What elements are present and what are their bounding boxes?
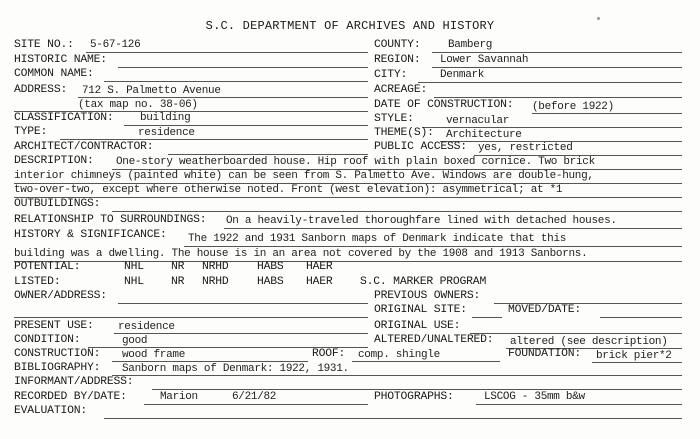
- classification-line: [124, 125, 368, 126]
- original-use-label: ORIGINAL USE:: [374, 320, 461, 332]
- common-name-line: [104, 81, 368, 82]
- original-use-line: [470, 333, 682, 334]
- potential-habs: HABS: [257, 261, 284, 273]
- region-line: [432, 67, 682, 68]
- acreage-label: ACREAGE:: [374, 84, 428, 96]
- description-line-3: two-over-two, except where otherwise noted. Front (west elevation): asymmetrical; at *1: [14, 184, 563, 196]
- listed-nrhd: NRHD: [202, 276, 229, 288]
- region-label: REGION:: [374, 54, 421, 66]
- moved-date-label: MOVED/DATE:: [508, 304, 581, 316]
- historic-name-line: [118, 67, 368, 68]
- date-construction-line: [532, 113, 682, 114]
- description-rule-3: [14, 197, 682, 198]
- photographs-label: PHOTOGRAPHS:: [374, 391, 454, 403]
- site-no-value: 5-67-126: [90, 39, 141, 51]
- previous-owners-label: PREVIOUS OWNERS:: [374, 290, 481, 302]
- recorded-by-label: RECORDED BY/DATE:: [14, 391, 127, 403]
- listed-haer: HAER: [306, 276, 333, 288]
- address-line2: (tax map no. 38-06): [78, 99, 198, 111]
- style-label: STYLE:: [374, 113, 414, 125]
- evaluation-label: EVALUATION:: [14, 405, 87, 417]
- city-value: Denmark: [440, 69, 485, 81]
- potential-label: POTENTIAL:: [14, 261, 81, 273]
- public-access-value: yes, restricted: [478, 142, 573, 154]
- city-label: CITY:: [374, 69, 408, 81]
- county-value: Bamberg: [448, 39, 493, 51]
- address-label: ADDRESS:: [14, 84, 68, 96]
- public-access-label: PUBLIC ACCESS:: [374, 141, 467, 153]
- county-label: COUNTY:: [374, 39, 421, 51]
- date-construction-value: (before 1922): [532, 101, 614, 113]
- condition-value: good: [122, 335, 148, 347]
- style-value: vernacular: [446, 115, 510, 127]
- owner-address-line-2: [14, 317, 368, 318]
- recorded-date-value: 6/21/82: [232, 391, 277, 403]
- theme-label: THEME(S):: [374, 127, 434, 139]
- original-site-line: [472, 317, 502, 318]
- site-no-label: SITE NO.:: [14, 39, 74, 51]
- altered-value: altered (see description): [510, 336, 668, 348]
- history-line-2: building was a dwelling. The house is in an area not covered by the 1908 and 1913 Sanborns.: [14, 248, 588, 260]
- present-use-label: PRESENT USE:: [14, 320, 94, 332]
- relationship-line: [224, 228, 682, 229]
- outbuildings-line: [112, 211, 682, 212]
- relationship-label: RELATIONSHIP TO SURROUNDINGS:: [14, 214, 207, 226]
- bibliography-line: [112, 375, 682, 376]
- address-line1: 712 S. Palmetto Avenue: [82, 85, 221, 97]
- potential-haer: HAER: [306, 261, 333, 273]
- historic-name-label: HISTORIC NAME:: [14, 54, 107, 66]
- listed-label: LISTED:: [14, 276, 61, 288]
- type-line: [60, 139, 368, 140]
- address-line: [78, 97, 368, 98]
- description-line-2: interior chimneys (painted white) can be seen from S. Palmetto Ave. Windows are double-hung,: [14, 170, 594, 182]
- informant-line: [152, 389, 682, 390]
- condition-label: CONDITION:: [14, 334, 81, 346]
- history-label: HISTORY & SIGNIFICANCE:: [14, 229, 167, 241]
- moved-date-line: [600, 317, 682, 318]
- foundation-line: [592, 362, 682, 363]
- photographs-line: [476, 404, 682, 405]
- present-use-value: residence: [118, 321, 175, 333]
- construction-value: wood frame: [122, 349, 186, 361]
- paper-speck: [597, 17, 600, 20]
- roof-label: ROOF:: [312, 348, 346, 360]
- architect-label: ARCHITECT/CONTRACTOR:: [14, 141, 154, 153]
- foundation-label: FOUNDATION:: [508, 348, 581, 360]
- bibliography-label: BIBLIOGRAPHY:: [14, 362, 101, 374]
- listed-nr: NR: [171, 276, 185, 288]
- acreage-line: [434, 97, 682, 98]
- region-value: Lower Savannah: [440, 54, 529, 66]
- history-line-1: The 1922 and 1931 Sanborn maps of Denmark indicate that this: [188, 233, 567, 245]
- county-line: [432, 52, 682, 53]
- bibliography-value: Sanborn maps of Denmark: 1922, 1931.: [122, 363, 349, 375]
- theme-value: Architecture: [446, 129, 522, 141]
- informant-label: INFORMANT/ADDRESS:: [14, 376, 134, 388]
- altered-label: ALTERED/UNALTERED:: [374, 334, 494, 346]
- history-rule-1: [184, 246, 682, 247]
- marker-program-label: S.C. MARKER PROGRAM: [360, 276, 487, 288]
- construction-label: CONSTRUCTION:: [14, 348, 101, 360]
- construction-line: [112, 361, 308, 362]
- description-line-1: One-story weatherboarded house. Hip roof with plain boxed cornice. Two brick: [116, 156, 595, 168]
- evaluation-line: [104, 418, 682, 419]
- city-line: [418, 82, 682, 83]
- owner-address-line: [118, 303, 368, 304]
- potential-nr: NR: [171, 261, 185, 273]
- type-label: TYPE:: [14, 126, 48, 138]
- site-no-line: [86, 52, 368, 53]
- potential-nrhd: NRHD: [202, 261, 229, 273]
- recorded-by-value: Marion: [160, 391, 198, 403]
- description-label: DESCRIPTION:: [14, 155, 94, 167]
- present-use-line: [114, 333, 368, 334]
- listed-habs: HABS: [257, 276, 284, 288]
- listed-nhl: NHL: [124, 276, 144, 288]
- classification-label: CLASSIFICATION:: [14, 112, 114, 124]
- foundation-value: brick pier*2: [596, 350, 672, 362]
- form-header: S.C. DEPARTMENT OF ARCHIVES AND HISTORY: [205, 19, 495, 33]
- architect-line: [168, 154, 368, 155]
- roof-line: [352, 361, 500, 362]
- photographs-value: LSCOG - 35mm b&w: [484, 391, 585, 403]
- outbuildings-label: OUTBUILDINGS:: [14, 198, 101, 210]
- common-name-label: COMMON NAME:: [14, 68, 94, 80]
- type-value: residence: [138, 127, 195, 139]
- original-site-label: ORIGINAL SITE:: [374, 304, 467, 316]
- potential-nhl: NHL: [124, 261, 144, 273]
- date-construction-label: DATE OF CONSTRUCTION:: [374, 99, 514, 111]
- owner-address-label: OWNER/ADDRESS:: [14, 290, 107, 302]
- roof-value: comp. shingle: [358, 349, 440, 361]
- recorded-by-line: [144, 404, 368, 405]
- history-rule-2: [14, 261, 682, 262]
- style-line: [422, 127, 682, 128]
- classification-value: building: [140, 112, 191, 124]
- relationship-value: On a heavily-traveled thoroughfare lined with detached houses.: [226, 215, 617, 227]
